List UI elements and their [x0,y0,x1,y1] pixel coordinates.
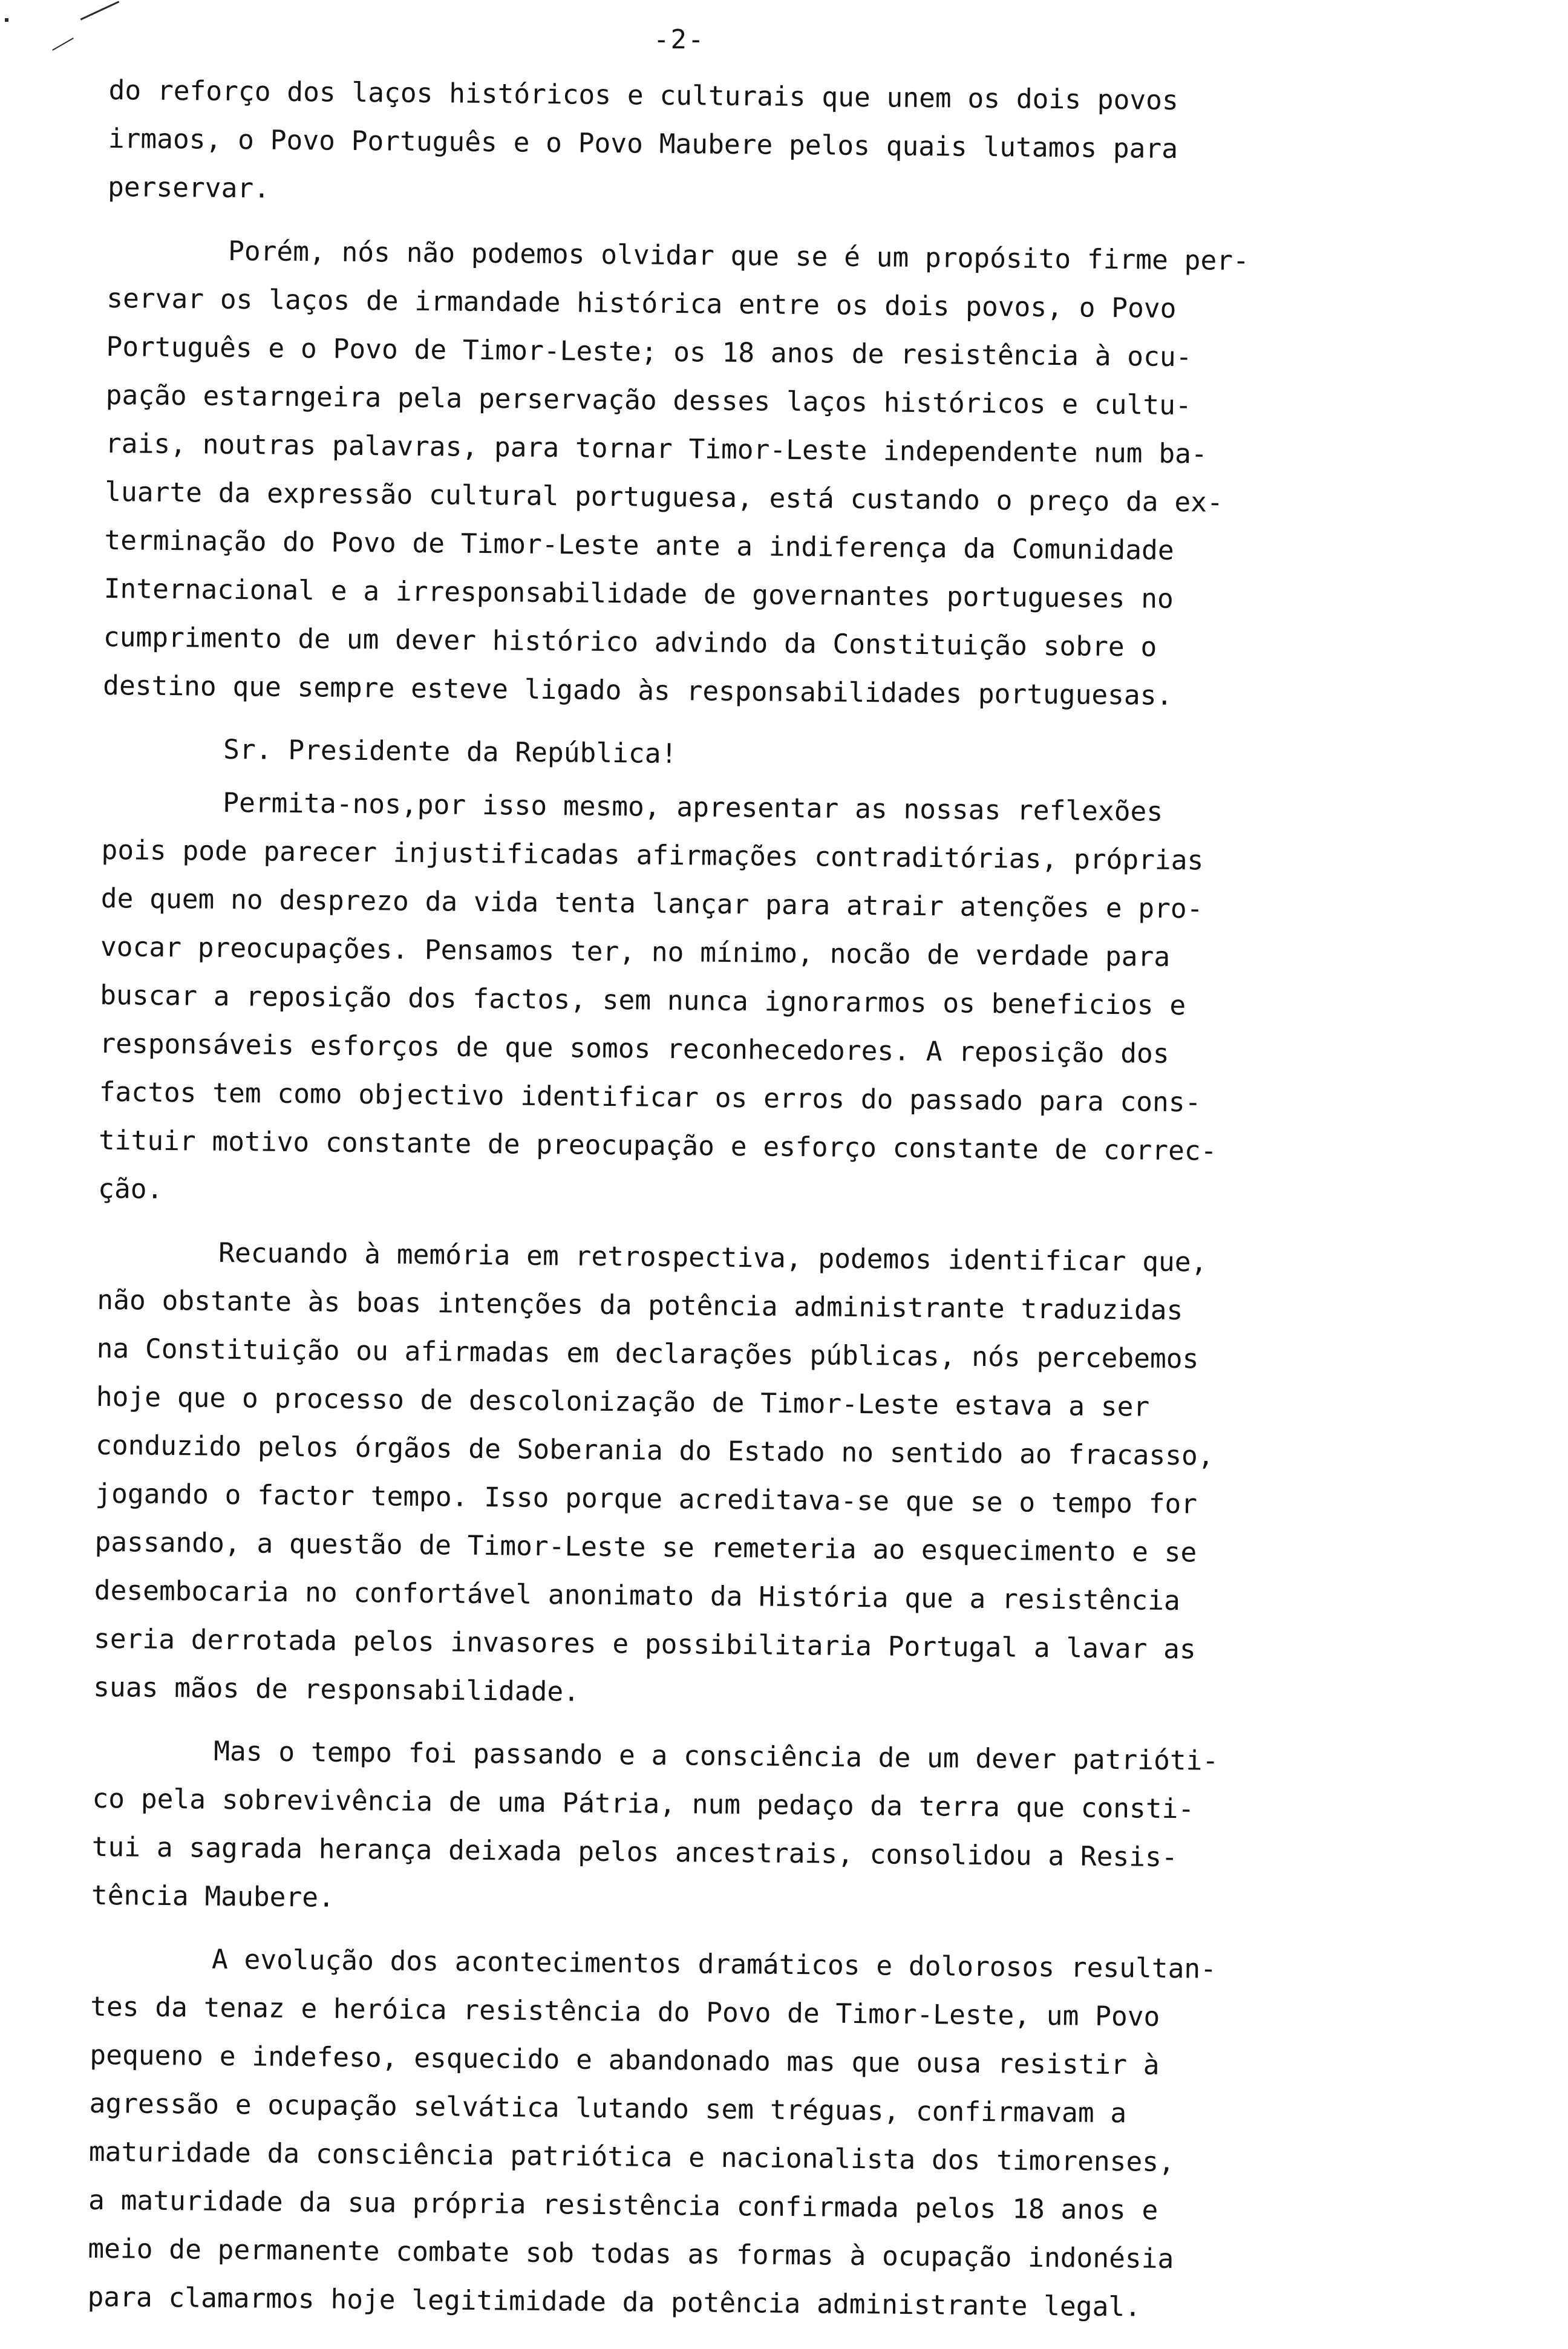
scan-mark [5,18,8,22]
text-line: cumprimento de um dever histórico advindo da Constituição sobre o [103,621,1157,663]
text-line: de quem no desprezo da vida tenta lançar para atrair atenções e pro- [100,883,1203,925]
text-line: hoje que o processo de descolonização de Timor-Leste estava a ser [96,1381,1150,1423]
text-line: vocar preocupações. Pensamos ter, no mínimo, nocão de verdade para [100,931,1171,973]
text-line: do reforço dos laços históricos e culturais que unem os dois povos [108,74,1179,116]
text-line: factos tem como objectivo identificar os erros do passado para cons- [99,1076,1201,1119]
paragraph [87,1935,1397,2334]
paragraph [98,778,1409,1226]
text-line: servar os laços de irmandade histórica entre os dois povos, o Povo [106,283,1177,324]
text-line: tui a sagrada herança deixada pelos ancestrais, consolidou a Resis- [91,1831,1178,1874]
text-line: co pela sobrevivência de uma Pátria, num pedaço da terra que consti- [92,1783,1195,1825]
text-line: passando, a questão de Timor-Leste se remeteria ao esquecimento e se [94,1526,1197,1569]
text-line: seria derrotada pelos invasores e possibilitaria Portugal a lavar as [93,1623,1197,1665]
text-line: pação estarngeira pela perservação desses laços históricos e cultu- [105,379,1192,422]
text-line: buscar a reposição dos factos, sem nunca ignorarmos os beneficios e [100,979,1186,1022]
text-line: não obstante às boas intenções da potência administrante traduzidas [97,1284,1183,1327]
text-line: Permita-nos,por isso mesmo, apresentar as nossas reflexões [223,787,1163,828]
text-line: A evolução dos acontecimentos dramáticos e dolorosos resultan- [211,1944,1217,1985]
text-line: meio de permanente combate sob todas as formas à ocupação indonésia [88,2233,1174,2275]
text-line: terminação do Povo de Timor-Leste ante a indiferença da Comunidade [104,524,1174,566]
salutation: Sr. Presidente da República! [223,734,678,770]
text-line: suas mãos de responsabilidade. [93,1671,580,1708]
text-line: ção. [97,1173,163,1205]
text-line: tência Maubere. [91,1880,335,1913]
text-line: Internacional e a irresponsabilidade de governantes portugueses no [103,573,1174,615]
text-line: maturidade da consciência patriótica e nacionalista dos timorenses, [88,2136,1175,2178]
text-line: Recuando à memória em retrospectiva, podemos identificar que, [218,1237,1207,1278]
text-line: na Constituição ou afirmadas em declarações públicas, nós percebemos [96,1333,1199,1375]
scan-mark [80,1,120,20]
text-line: responsáveis esforços de que somos reconhecedores. A reposição dos [99,1028,1169,1070]
scan-mark [52,38,74,51]
text-line: agressão e ocupação selvática lutando sem tréguas, confirmavam a [89,2088,1127,2129]
paragraph [108,67,1416,224]
text-line: rais, noutras palavras, para tornar Timor-Leste independente num ba- [105,428,1207,470]
text-line: perservar. [107,171,270,204]
paragraph [93,1228,1405,1725]
text-line: tes da tenaz e heróica resistência do Povo de Timor-Leste, um Povo [90,1991,1160,2033]
paragraph [103,226,1414,723]
text-line: para clamarmos hoje legitimidade da potência administrante legal. [87,2281,1142,2323]
page-number: -2- [653,24,705,55]
text-line: a maturidade da sua própria resistência confirmada pelos 18 anos e [88,2184,1158,2226]
text-line: pequeno e indefeso, esquecido e abandonado mas que ousa resistir à [90,2039,1160,2081]
text-line: Porém, nós não podemos olvidar que se é um propósito firme per- [227,235,1250,277]
document-body [87,67,1416,2349]
text-line: Português e o Povo de Timor-Leste; os 18 anos de resistência à ocu- [106,331,1192,373]
text-line: desembocaria no confortável anonimato da História que a resistência [94,1575,1180,1617]
text-line: jogando o factor tempo. Isso porque acreditava-se que se o tempo for [95,1478,1198,1520]
text-line: pois pode parecer injustificadas afirmações contraditórias, próprias [101,834,1204,877]
paragraph [91,1727,1400,1933]
text-line: luarte da expressão cultural portuguesa, está custando o preço da ex- [105,476,1224,518]
text-line: conduzido pelos órgãos de Soberania do Estado no sentido ao fracasso, [95,1429,1214,1472]
text-line: Mas o tempo foi passando e a consciência de um dever patrióti- [214,1736,1219,1777]
text-line: irmaos, o Povo Português e o Povo Maubere pelos quais lutamos para [108,123,1178,165]
text-line: tituir motivo constante de preocupação e esforço constante de correc- [98,1125,1217,1167]
text-line: destino que sempre esteve ligado às responsabilidades portuguesas. [102,670,1173,711]
